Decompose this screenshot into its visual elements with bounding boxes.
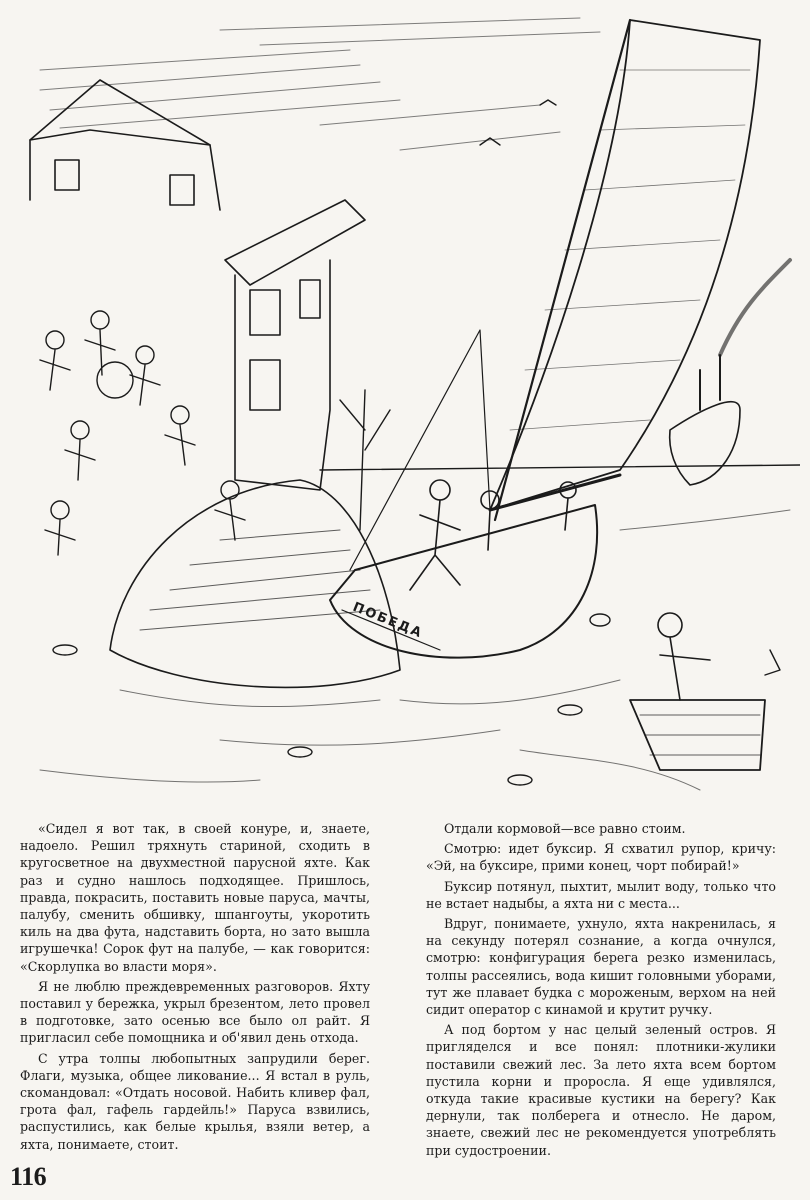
page-number: 116 [10,1162,47,1191]
paragraph: А под бортом у нас целый зеленый остров. Я пригляделся и все понял: плотники-жулики поставили свежий лес. За лето яхта всем бортом пустила корни и проросла. Я еще удивлялся, откуда такие красивые кустики на берегу? Как дернули, так полберега и отнесло. Не даром, знаете, свежий лес не рекомендуется употреблять при судостроении. [426,1022,776,1158]
yacht-storm-illustration [20,10,800,800]
paragraph: Вдруг, понимаете, ухнуло, яхта накренилась, я на секунду потерял сознание, а когда очнулся, смотрю: конфигурация берега резко изменилась, толпы рассеялись, вода кишит головными уборами, тут же плавает будка с мороженым, верхом на ней сидит оператор с кинамой и крутит ручку. [426,916,776,1018]
boat-name-label: ПОБЕДА [350,599,426,642]
paragraph: Буксир потянул, пыхтит, мылит воду, только что не встает надыбы, а яхта ни с места... [426,878,776,911]
paragraph: Смотрю: идет буксир. Я схватил рупор, кричу: «Эй, на буксире, прими конец, чорт побирай!» [426,841,776,874]
paragraph: С утра толпы любопытных запрудили берег. Флаги, музыка, общее ликование... Я встал в руль, скомандовал: «Отдать носовой. Набить кливер фал, грота фал, гафель гардейль!» Паруса взвились, распустились, как белые крылья, взяли ветер, а яхта, понимаете, стоит. [20,1050,370,1152]
paragraph: «Сидел я вот так, в своей конуре, и, знаете, надоело. Решил тряхнуть стариной, сходить в кругосветное на двухместной парусной яхте. Как раз и судно нашлось подходящее. Пришлось, правда, покрасить, поставить новые паруса, мачты, палубу, сменить обшивку, шпангоуты, укоротить киль на два фута, надставить борта, но зато вышла игрушечка! Сорок фут на палубе, — как говорится: «Скорлупка во власти моря». [20,821,370,974]
paragraph: Я не люблю преждевременных разговоров. Яхту поставил у бережка, укрыл брезентом, лето провел в подготовке, зато осенью все было ол райт. Я пригласил себе помощника и об'явил день отхода. [20,978,370,1046]
paragraph: Отдали кормовой—все равно стоим. [444,821,686,836]
text-column-left [20,820,370,1153]
text-column-right [426,820,776,1159]
